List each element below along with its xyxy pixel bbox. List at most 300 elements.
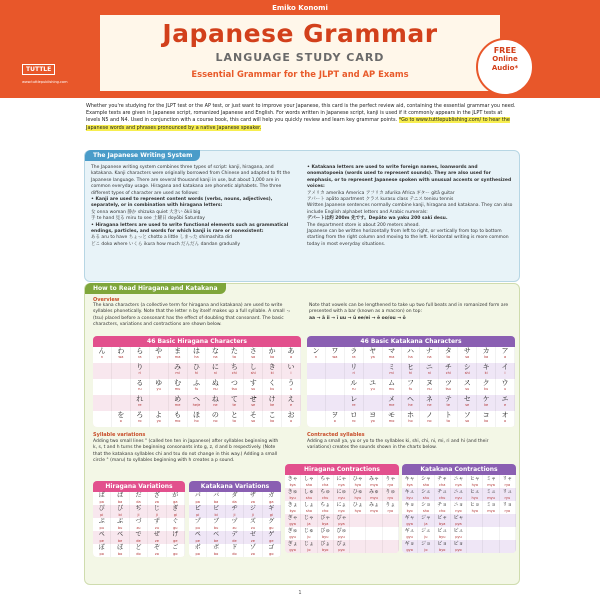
kana-cell (169, 363, 188, 379)
kana-romaji: pa (99, 500, 104, 504)
kana-romaji: ha (194, 355, 199, 359)
kana-character: ぷ (98, 518, 105, 525)
kana-cell (451, 475, 467, 488)
badge-line-3: Audio* (491, 64, 519, 72)
kana-character: じょ (303, 541, 314, 547)
badge-line-2: Online (492, 55, 518, 63)
kana-cell (226, 531, 244, 544)
kana-romaji: ru (137, 387, 142, 391)
kana-character: ひ (192, 363, 200, 371)
kana-cell (350, 540, 366, 553)
intro-paragraph (86, 103, 516, 132)
badge-line-1: FREE (493, 46, 517, 55)
kana-romaji: sha (422, 483, 430, 487)
kana-romaji: nu (427, 387, 432, 391)
kana-cell (111, 505, 129, 518)
kana-character: ビ (213, 505, 220, 512)
kana-character: にょ (336, 502, 347, 508)
kana-cell (167, 518, 185, 531)
kana-character: み (174, 363, 182, 371)
long-vowel-text: Note that vowels can be lengthened to take up two full beats and in romanized form are presented with a bar (known as a macron) on top: (309, 303, 509, 315)
kana-romaji: myu (370, 496, 378, 500)
kana-cell (458, 411, 477, 427)
kana-cell (189, 544, 207, 557)
kana-cell (383, 347, 402, 363)
kana-cell (496, 379, 515, 395)
katakana-contractions-table (402, 464, 516, 553)
kana-cell (207, 505, 225, 518)
kana-character: よ (155, 411, 163, 419)
kana-cell (148, 544, 166, 557)
kana-romaji: ju (307, 535, 311, 539)
kana-romaji: kya (289, 483, 296, 487)
kana-romaji: te (232, 403, 237, 407)
kana-romaji: gu (269, 526, 274, 530)
kana-cell (383, 527, 399, 540)
kana-romaji: zo (250, 552, 255, 556)
kana-romaji: pyu (455, 535, 462, 539)
kana-romaji: u (289, 387, 293, 391)
kana-cell (500, 527, 516, 540)
kana-romaji: zo (154, 552, 159, 556)
kana-romaji: u (503, 387, 507, 391)
kana-cell (420, 363, 439, 379)
kana-romaji: he (408, 403, 413, 407)
kana-character: モ (388, 411, 396, 419)
kana-character: セ (463, 395, 471, 403)
kana-character: ノ (425, 411, 433, 419)
kana-cell (188, 347, 207, 363)
kana-character: しゅ (303, 489, 314, 495)
hiragana-variations-title: Hiragana Variations (93, 481, 185, 492)
kanji-point: • Kanji are used to represent content words (verbs, nouns, adjectives), separately, or in combination with hiragana letters: (91, 197, 273, 209)
kana-character: カ (482, 347, 490, 355)
kana-cell (458, 379, 477, 395)
kana-romaji: gyo (406, 548, 413, 552)
kana-character: ざ (153, 492, 160, 499)
kana-character: レ (350, 395, 358, 403)
kana-romaji: cha (439, 483, 446, 487)
kana-romaji: hyo (471, 509, 478, 513)
kana-cell (285, 501, 301, 514)
kana-character: みゃ (369, 476, 380, 482)
kana-romaji: gu (173, 526, 178, 530)
kana-character: ム (388, 379, 396, 387)
hiragana-variations-table (93, 481, 185, 557)
kana-cell (345, 379, 364, 395)
kana-section-title: How to Read Hiragana and Katakana (85, 283, 226, 294)
kana-romaji: mi (175, 371, 180, 375)
kana-romaji: sho (305, 509, 313, 513)
kana-romaji: mya (487, 483, 495, 487)
kana-character: キョ (404, 502, 415, 508)
kana-cell (244, 395, 263, 411)
kana-character: ちゅ (320, 489, 331, 495)
kana-cell (334, 514, 350, 527)
kana-cell (131, 347, 150, 363)
kana-character: ヒュ (469, 489, 480, 495)
kana-character: む (174, 379, 182, 387)
kana-romaji: ryo (387, 509, 394, 513)
kana-cell (206, 379, 225, 395)
kana-character: エ (501, 395, 509, 403)
kana-romaji: mu (174, 387, 181, 391)
card-subtitle: LANGUAGE STUDY CARD (215, 51, 385, 64)
kana-romaji: hyu (354, 496, 362, 500)
page-number: 1 (298, 590, 302, 596)
kana-cell (402, 411, 421, 427)
kana-character: ジャ (420, 515, 431, 521)
katakana-variations-grid (189, 492, 281, 557)
kana-cell (439, 347, 458, 363)
kana-character: タ (444, 347, 452, 355)
kana-character: ゾ (249, 544, 256, 551)
kana-cell (282, 395, 301, 411)
katakana-example-1: アメリカ amerika America アフリカ afurika Africa ギター gitā guitar (307, 190, 455, 196)
kana-cell (326, 411, 345, 427)
kana-character: ニョ (453, 502, 464, 508)
kana-cell (301, 514, 317, 527)
kana-character: ナ (425, 347, 433, 355)
kana-cell (282, 379, 301, 395)
kana-character: バ (213, 492, 220, 499)
kana-character: じゅ (303, 528, 314, 534)
kana-cell (307, 395, 326, 411)
kana-cell (451, 488, 467, 501)
kana-cell (207, 518, 225, 531)
kana-character: ギョ (404, 541, 415, 547)
kana-cell (207, 544, 225, 557)
free-audio-badge (476, 38, 534, 96)
kana-cell (350, 501, 366, 514)
kana-romaji: pi (100, 513, 104, 517)
kana-romaji: se (465, 403, 470, 407)
kana-romaji: kya (406, 483, 413, 487)
overview-label: Overview (93, 297, 120, 303)
kana-romaji: bu (213, 526, 219, 530)
kana-cell (334, 501, 350, 514)
kana-character: ぴゃ (336, 515, 347, 521)
kana-romaji: pyo (338, 548, 345, 552)
kana-character: ぴょ (336, 541, 347, 547)
kana-cell (226, 544, 244, 557)
kana-cell (435, 527, 451, 540)
kana-romaji: chu (322, 496, 329, 500)
kana-character: ツ (444, 379, 452, 387)
kana-romaji: za (154, 500, 159, 504)
kana-character: ミュ (486, 489, 497, 495)
kanji-example-1: 女 onna woman 静か shizuka quiet 大きい ōkii big (91, 209, 201, 215)
kana-cell (282, 411, 301, 427)
kana-character: ロ (350, 411, 358, 419)
kana-character: へ (192, 395, 200, 403)
kana-romaji: ji (233, 513, 236, 517)
kana-character: ぺ (98, 531, 105, 538)
kana-romaji: chi (445, 371, 451, 375)
kana-romaji: za (250, 500, 255, 504)
kana-cell (111, 518, 129, 531)
kana-romaji: mi (389, 371, 394, 375)
kana-romaji: ge (269, 539, 274, 543)
kana-cell (131, 379, 150, 395)
kana-romaji: sa (251, 355, 256, 359)
kana-cell (451, 501, 467, 514)
kana-cell (383, 379, 402, 395)
kana-cell (364, 379, 383, 395)
kana-romaji: ka (484, 355, 489, 359)
kana-character: マ (388, 347, 396, 355)
kana-cell (366, 501, 382, 514)
kana-romaji: ke (270, 403, 275, 407)
kana-character: ど (135, 544, 142, 551)
kana-romaji: ba (117, 500, 123, 504)
kana-character: びょ (320, 541, 331, 547)
kana-character: きゅ (287, 489, 298, 495)
kana-character: ヌ (425, 379, 433, 387)
kana-character: ズ (249, 518, 256, 525)
kana-romaji: hyo (354, 509, 361, 513)
kana-character: びゃ (320, 515, 331, 521)
kana-romaji: ga (173, 500, 178, 504)
hiragana-example-1: ある aru to have ちょっと chotto a little しまった shimashita did (91, 235, 233, 241)
audio-link-highlight[interactable]: *Go to www.tuttlepublishing.com/ to hear the Japanese words and phrases pronounced by a native Japanese speaker. (86, 117, 510, 131)
kana-cell (93, 492, 111, 505)
kana-character: ビュ (437, 528, 448, 534)
kana-cell (301, 527, 317, 540)
kana-romaji: bu (117, 526, 123, 530)
kana-character: イ (501, 363, 509, 371)
kana-cell (93, 363, 112, 379)
kana-character: ぎゅ (287, 528, 298, 534)
kana-romaji: byo (438, 548, 446, 552)
kana-romaji: nu (213, 387, 218, 391)
kana-character: ラ (350, 347, 358, 355)
kana-romaji: zu (232, 526, 237, 530)
hiragana-contractions-table (285, 464, 399, 553)
kana-cell (402, 363, 421, 379)
kana-character: ら (136, 347, 144, 355)
kana-cell (244, 347, 263, 363)
kana-cell (402, 540, 418, 553)
kana-cell (112, 347, 131, 363)
kana-character: ソ (463, 411, 471, 419)
kana-cell (167, 492, 185, 505)
kana-romaji: hi (194, 371, 199, 375)
kana-character: リ (350, 363, 358, 371)
kana-romaji: pyu (338, 535, 345, 539)
kana-romaji: de (232, 539, 237, 543)
kana-character: ぽ (98, 544, 105, 551)
kana-character: き (268, 363, 276, 371)
kana-character: ネ (425, 395, 433, 403)
kana-cell (285, 527, 301, 540)
hiragana-example-2: どこ doko where いくら ikura how much だんだん dandan gradually (91, 241, 241, 247)
kana-character: コ (482, 411, 490, 419)
kana-character: す (249, 379, 257, 387)
kana-romaji: nyu (455, 496, 462, 500)
kana-cell (225, 379, 244, 395)
kana-romaji: pa (195, 500, 200, 504)
kana-character: ぢ (135, 505, 142, 512)
kana-cell (112, 363, 131, 379)
kana-cell (263, 379, 282, 395)
kana-romaji: ya (156, 355, 161, 359)
kana-romaji: e (503, 403, 507, 407)
kana-character: ひゃ (352, 476, 363, 482)
kana-character: チュ (437, 489, 448, 495)
kana-character: ぶ (117, 518, 124, 525)
kana-romaji: po (195, 552, 200, 556)
kana-character: ト (444, 411, 452, 419)
kana-romaji: ta (232, 355, 237, 359)
kana-cell (383, 411, 402, 427)
kana-romaji: mo (388, 419, 395, 423)
kana-romaji: ke (484, 403, 489, 407)
kana-romaji: ho (408, 419, 413, 423)
kana-romaji: zu (154, 526, 159, 530)
kana-cell (167, 544, 185, 557)
kana-romaji: ze (250, 539, 255, 543)
kana-character: フ (406, 379, 414, 387)
kana-cell (439, 363, 458, 379)
kana-cell (364, 347, 383, 363)
kana-character: オ (501, 411, 509, 419)
kana-romaji: rya (387, 483, 394, 487)
kana-romaji: do (136, 552, 141, 556)
basic-katakana-grid (307, 347, 515, 427)
kana-romaji: tsu (445, 387, 452, 391)
kana-romaji: byu (321, 535, 329, 539)
kana-cell (458, 363, 477, 379)
kana-character: プ (194, 518, 201, 525)
kana-cell (169, 379, 188, 395)
writing-system-intro: The Japanese writing system combines three types of script: kanji, hiragana, and katakana. Kanji characters were originally borrowed from Chinese and adapted to fit the Japanese language. There are several thousand kanji in use, but about 1,000 are in common everyday usage. Hiragana and katakana are phonetic alphabets. The three different types of character are used as follows: (91, 165, 291, 196)
kana-cell (244, 379, 263, 395)
kana-cell (451, 514, 467, 527)
kana-character: お (287, 411, 295, 419)
kana-character: て (230, 395, 238, 403)
kana-character: ガ (268, 492, 275, 499)
mixed-script-example: デパートは約 200m 先です。Depāto wa yaku 200 sakī desu. (307, 216, 448, 222)
kana-cell (285, 488, 301, 501)
kana-romaji: i (504, 371, 506, 375)
kana-romaji: ni (213, 371, 217, 375)
kana-cell (467, 540, 483, 553)
kana-character: ピュ (453, 528, 464, 534)
kana-romaji: ja (424, 522, 428, 526)
kana-cell (263, 544, 281, 557)
kana-character: みゅ (369, 489, 380, 495)
kana-romaji: do (232, 552, 237, 556)
kana-cell (366, 527, 382, 540)
kana-character: さ (249, 347, 257, 355)
kana-romaji: yu (370, 387, 375, 391)
kana-romaji: o (503, 419, 507, 423)
kana-character: リョ (502, 502, 513, 508)
kana-character: ぼ (117, 544, 124, 551)
kana-romaji: me (174, 403, 181, 407)
kana-cell (226, 492, 244, 505)
kana-character: ヒャ (469, 476, 480, 482)
kana-cell (496, 347, 515, 363)
long-vowel-block (309, 303, 513, 322)
kana-cell (167, 531, 185, 544)
kana-romaji: pya (455, 522, 462, 526)
kana-character: や (155, 347, 163, 355)
kana-romaji: so (465, 419, 470, 423)
kana-character: りょ (385, 502, 396, 508)
kana-character: ち (230, 363, 238, 371)
kana-romaji: ha (408, 355, 413, 359)
kana-cell (282, 347, 301, 363)
kana-cell (188, 379, 207, 395)
kana-romaji: gi (173, 513, 177, 517)
kana-cell (439, 395, 458, 411)
kana-character: ん (98, 347, 106, 355)
kana-romaji: gya (406, 522, 413, 526)
kana-romaji: e (289, 403, 293, 407)
kana-character: チャ (437, 476, 448, 482)
kana-romaji: bo (213, 552, 219, 556)
kana-romaji: nyo (338, 509, 345, 513)
kana-cell (93, 505, 111, 518)
kana-cell (500, 501, 516, 514)
kana-romaji: he/e (192, 403, 201, 407)
kana-character: リュ (502, 489, 513, 495)
kana-romaji: ji (251, 513, 254, 517)
kana-cell (364, 395, 383, 411)
contracted-syllables-text: Adding a small ya, yu or yo to the syllables ki, shi, chi, ni, mi, ri and hi (and their variations) creates the sounds shown in the charts below. (307, 439, 489, 451)
kana-cell (188, 363, 207, 379)
kana-character: し (249, 363, 257, 371)
kana-character: こ (268, 411, 276, 419)
kana-cell (334, 527, 350, 540)
kana-character: ミョ (486, 502, 497, 508)
kana-cell (307, 379, 326, 395)
kana-romaji: bya (321, 522, 329, 526)
kana-cell (169, 347, 188, 363)
kana-character: テ (444, 395, 452, 403)
kana-character: ゲ (268, 531, 275, 538)
kana-romaji: hyu (471, 496, 479, 500)
author-name: Emiko Konomi (272, 4, 328, 12)
kana-cell (148, 518, 166, 531)
kana-character: ギャ (404, 515, 415, 521)
kana-cell (263, 395, 282, 411)
kana-cell (477, 379, 496, 395)
kana-cell (130, 492, 148, 505)
kana-cell (334, 475, 350, 488)
kana-cell (467, 475, 483, 488)
kana-romaji: gyu (406, 535, 413, 539)
kana-romaji: jo (307, 548, 311, 552)
kana-romaji: bi (118, 513, 122, 517)
kana-cell (244, 518, 262, 531)
kana-character: ニャ (453, 476, 464, 482)
kana-cell (439, 411, 458, 427)
kana-cell (435, 514, 451, 527)
kana-character: リャ (502, 476, 513, 482)
kana-cell (345, 347, 364, 363)
kana-cell (206, 411, 225, 427)
kana-cell (420, 395, 439, 411)
kana-character: た (230, 347, 238, 355)
kana-romaji: ka (270, 355, 275, 359)
kana-cell (188, 411, 207, 427)
kana-cell (150, 363, 169, 379)
katakana-contractions-title: Katakana Contractions (402, 464, 516, 475)
kana-character: じ (153, 505, 160, 512)
